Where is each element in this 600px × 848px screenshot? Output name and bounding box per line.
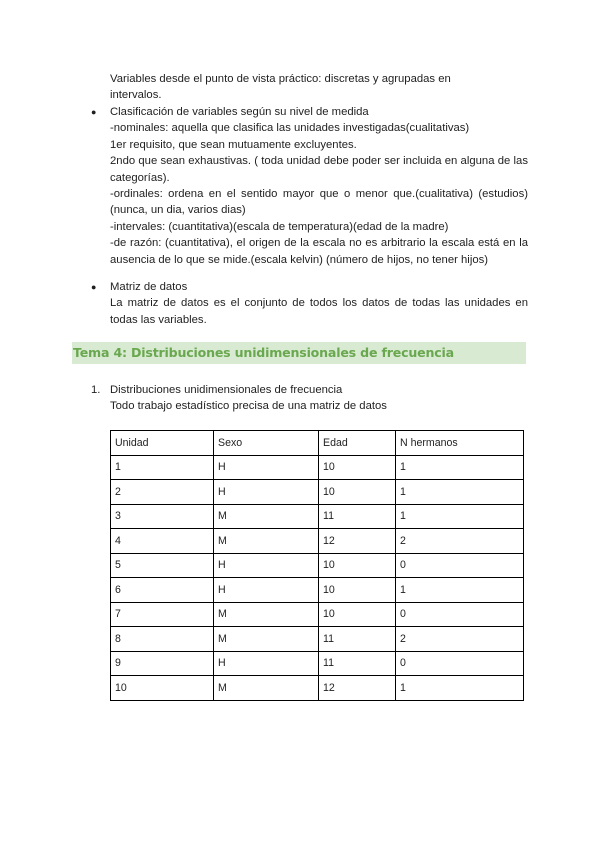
table-row — [111, 676, 524, 701]
table-cell: 1 — [396, 455, 524, 480]
table-header-row — [111, 431, 524, 456]
bullet-item-data-matrix — [91, 279, 528, 328]
table-cell: M — [214, 627, 319, 652]
bullet-icon: ● — [91, 107, 97, 117]
table-cell: 2 — [396, 529, 524, 554]
bullet-line: -de razón: (cuantitativa), el origen de la escala no es arbitrario la escala está en la ausencia de lo que se mide.(escala kelvin) (número de hijos, no tener hijos) — [110, 237, 528, 266]
intro-paragraph — [110, 71, 528, 104]
table-header-cell: Sexo — [214, 431, 319, 456]
table-cell: M — [214, 529, 319, 554]
table-header-cell: Unidad — [111, 431, 214, 456]
table-cell: 0 — [396, 553, 524, 578]
table-cell: 3 — [111, 504, 214, 529]
table-cell: M — [214, 504, 319, 529]
bullet-line: La matriz de datos es el conjunto de todos los datos de todas las unidades en todas las variables. — [110, 297, 528, 326]
table-row — [111, 529, 524, 554]
table-cell: 10 — [319, 480, 396, 505]
intro-line: intervalos. — [110, 89, 162, 102]
table-cell: 0 — [396, 651, 524, 676]
bullet-title: Matriz de datos — [110, 281, 188, 293]
table-cell: 10 — [319, 553, 396, 578]
table-row — [111, 504, 524, 529]
list-title: Distribuciones unidimensionales de frecuencia — [110, 384, 343, 396]
table-header-cell: Edad — [319, 431, 396, 456]
table-cell: 1 — [396, 578, 524, 603]
table-cell: 12 — [319, 676, 396, 701]
table-row — [111, 578, 524, 603]
bullet-line: 2ndo que sean exhaustivas. ( toda unidad debe poder ser incluida en alguna de las categorías). — [110, 155, 528, 184]
bullet-line: -nominales: aquella que clasifica las unidades investigadas(cualitativas) — [110, 122, 470, 135]
table-cell: H — [214, 553, 319, 578]
table-cell: 10 — [111, 676, 214, 701]
table-cell: H — [214, 651, 319, 676]
table-row — [111, 455, 524, 480]
table-cell: 2 — [111, 480, 214, 505]
section-heading: Tema 4: Distribuciones unidimensionales de frecuencia — [73, 345, 454, 360]
table-row — [111, 553, 524, 578]
table-cell: H — [214, 480, 319, 505]
table-row — [111, 602, 524, 627]
table-row — [111, 627, 524, 652]
table-cell: H — [214, 455, 319, 480]
intro-line: Variables desde el punto de vista práctico: discretas y agrupadas en — [110, 73, 451, 85]
bullet-line: -ordinales: ordena en el sentido mayor que o menor que.(cualitativa) (estudios)(nunca, un dia, varios dias) — [110, 188, 528, 217]
table-cell: 8 — [111, 627, 214, 652]
table-cell: M — [214, 676, 319, 701]
table-cell: 7 — [111, 602, 214, 627]
bullet-line: 1er requisito, que sean mutuamente excluyentes. — [110, 138, 357, 151]
table-cell: 1 — [396, 676, 524, 701]
data-matrix-table — [110, 430, 524, 701]
bullet-line: -intervales: (cuantitativa)(escala de temperatura)(edad de la madre) — [110, 220, 449, 233]
table-cell: 10 — [319, 578, 396, 603]
table-row — [111, 480, 524, 505]
table-cell: 9 — [111, 651, 214, 676]
table-cell: 1 — [111, 455, 214, 480]
table-cell: 1 — [396, 504, 524, 529]
bullet-icon: ● — [91, 282, 97, 292]
table-cell: 11 — [319, 627, 396, 652]
list-subtitle: Todo trabajo estadístico precisa de una matriz de datos — [110, 400, 387, 412]
table-cell: 6 — [111, 578, 214, 603]
bullet-title: Clasificación de variables según su nivel de medida — [110, 106, 369, 118]
table-cell: 11 — [319, 651, 396, 676]
table-cell: 10 — [319, 455, 396, 480]
table-cell: 0 — [396, 602, 524, 627]
table-cell: H — [214, 578, 319, 603]
table-cell: 10 — [319, 602, 396, 627]
table-cell: 2 — [396, 627, 524, 652]
table-cell: 12 — [319, 529, 396, 554]
table-row — [111, 651, 524, 676]
table-cell: 4 — [111, 529, 214, 554]
list-number: 1. — [91, 384, 101, 396]
table-cell: 1 — [396, 480, 524, 505]
table-cell: M — [214, 602, 319, 627]
table-header-cell: N hermanos — [396, 431, 524, 456]
table-cell: 5 — [111, 553, 214, 578]
table-cell: 11 — [319, 504, 396, 529]
numbered-list-item — [91, 382, 387, 414]
bullet-item-variable-classification — [91, 104, 528, 268]
